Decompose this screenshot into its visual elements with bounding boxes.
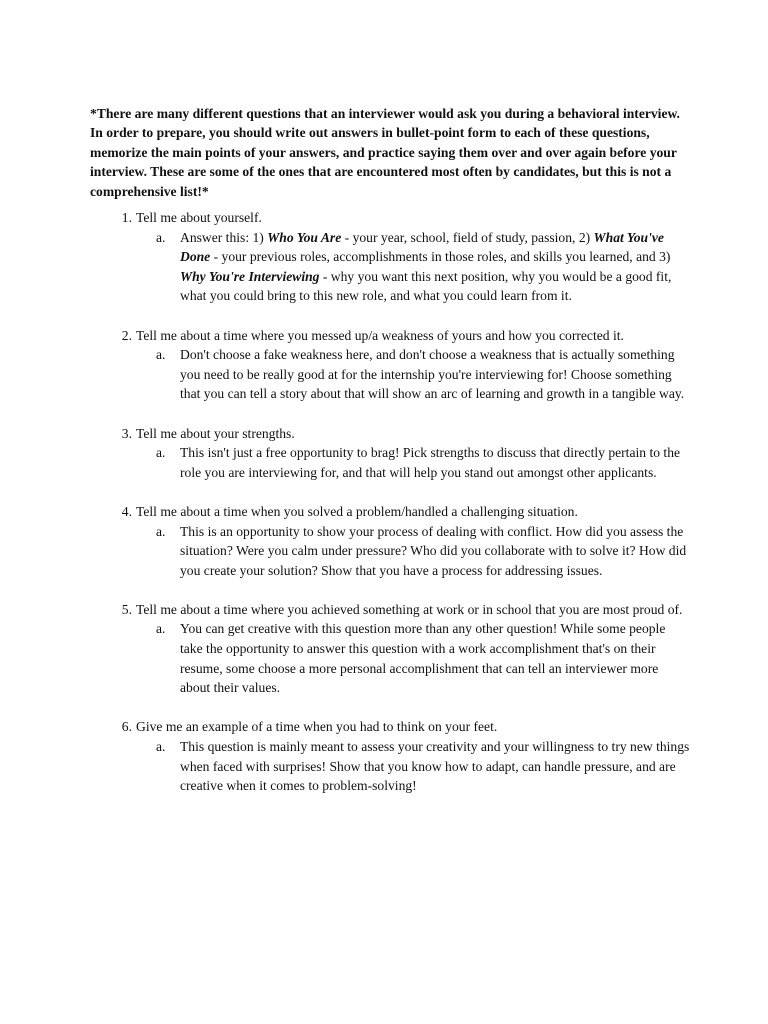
question-number: 3. <box>121 425 132 441</box>
intro-paragraph: *There are many different questions that an interviewer would ask you during a behavioral interview. In order to prepare, you should write out answers in bullet-point form to each of these questions, memorize the main points of your answers, and practice saying them over and over again before your interview. These are some of the ones that are encountered most often by candidates, but this is not a comprehensive list!* <box>90 105 680 199</box>
question-list <box>90 208 690 815</box>
question-number: 6. <box>121 719 132 735</box>
question-number: 5. <box>121 601 132 617</box>
question-item <box>90 424 690 483</box>
question-number: 1. <box>121 210 132 225</box>
answer-tip <box>156 522 690 581</box>
question-number: 4. <box>121 503 132 519</box>
question-text: Tell me about your strengths. <box>136 425 295 441</box>
question-item <box>90 502 690 580</box>
tip-marker: a. <box>156 229 166 245</box>
tip-text-part: - why you want this next position, why you would be a good fit, what you could bring to this new role, and what you could learn from it. <box>180 268 672 304</box>
question-text: Tell me about yourself. <box>136 210 262 225</box>
question-text: Tell me about a time when you solved a problem/handled a challenging situation. <box>136 503 578 519</box>
answer-tip <box>156 228 690 306</box>
tip-marker: a. <box>156 523 166 539</box>
what-youve-done-emphasis: What You've Done <box>180 229 664 265</box>
answer-tip <box>156 345 690 404</box>
tip-text-part: - your year, school, field of study, passion, 2) <box>341 229 594 245</box>
question-item <box>90 326 690 404</box>
question-item <box>90 717 690 795</box>
tip-text: This question is mainly meant to assess your creativity and your willingness to try new things when faced with surprises! Show that you know how to adapt, can handle pressure, and are creative when it comes to problem-solving! <box>180 739 690 794</box>
tip-text-part: Answer this: 1) <box>180 229 268 245</box>
why-interviewing-emphasis: Why You're Interviewing <box>180 268 320 284</box>
who-you-are-emphasis: Who You Are <box>267 229 342 245</box>
tip-text-part: - your previous roles, accomplishments in those roles, and skills you learned, and 3) <box>210 249 671 265</box>
tip-text <box>180 228 690 306</box>
tip-marker: a. <box>156 739 166 755</box>
answer-tip <box>156 737 690 796</box>
answer-tip <box>156 619 690 697</box>
tip-marker: a. <box>156 347 166 363</box>
question-text: Tell me about a time where you messed up/a weakness of yours and how you corrected it. <box>136 327 624 343</box>
answer-tip <box>156 443 690 482</box>
tip-text: This is an opportunity to show your process of dealing with conflict. How did you assess the situation? Were you calm under pressure? Who did you collaborate with to solve it? How did you create your solution? Show that you have a process for addressing issues. <box>180 523 687 578</box>
tip-text: Don't choose a fake weakness here, and don't choose a weakness that is actually something you need to be really good at for the internship you're interviewing for! Choose something that you can tell a story about that will show an arc of learning and growth in a tangible way. <box>180 347 685 402</box>
question-item <box>90 600 690 698</box>
question-text: Give me an example of a time when you had to think on your feet. <box>136 719 498 735</box>
question-text: Tell me about a time where you achieved something at work or in school that you are most proud of. <box>136 601 683 617</box>
question-item <box>90 208 690 306</box>
tip-text: This isn't just a free opportunity to brag! Pick strengths to discuss that directly pertain to the role you are interviewing for, and that will help you stand out amongst other applicants. <box>180 445 681 480</box>
tip-text: You can get creative with this question more than any other question! While some people take the opportunity to answer this question with a work accomplishment that's on their resume, some choose a more personal accomplishment that can tell an interviewer more about their values. <box>180 621 666 696</box>
tip-marker: a. <box>156 621 166 637</box>
question-number: 2. <box>121 327 132 343</box>
tip-marker: a. <box>156 445 166 461</box>
